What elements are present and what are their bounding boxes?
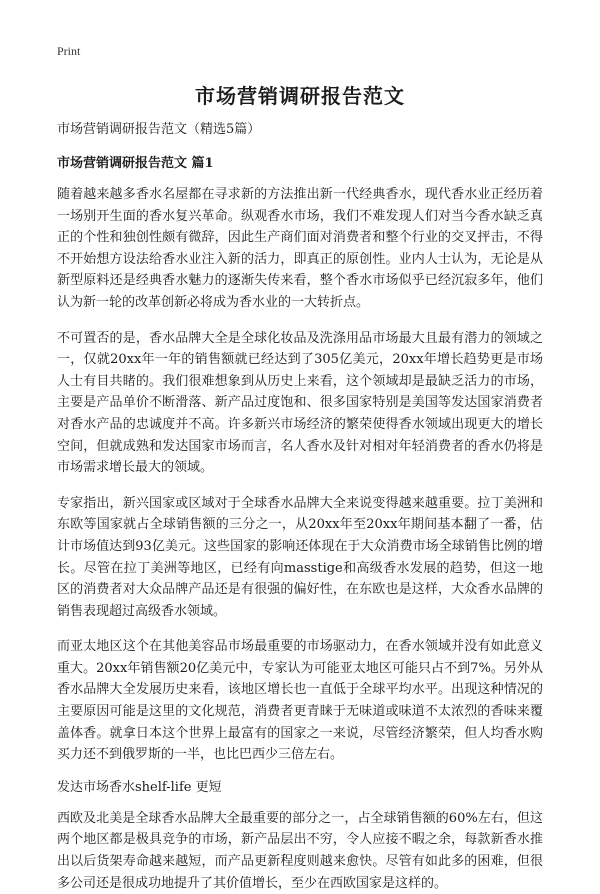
paragraph: 随着越来越多香水名屋都在寻求新的方法推出新一代经典香水，现代香水业正经历着一场别开生面的香水复兴革命。纵观香水市场，我们不难发现人们对当今香水缺乏真正的个性和独创性颇有微辞，因此生产商们面对消费者和整个行业的交叉抨击，不得不开始想方设法给香水业注入新的活力，即真正的原创性。业内人士认为，无论是从新型原料还是经典香水魅力的逐渐失传来看，整个香水市场似乎已经沉寂多年，他们认为新一轮的改革创新必将成为香水业的一大转折点。 (57, 187, 543, 310)
paragraph: 而亚太地区这个在其他美容品市场最重要的市场驱动力，在香水领域并没有如此意义重大。20xx年销售额20亿美元中，专家认为可能亚太地区可能只占不到7%。另外从香水品牌大全发展历史来看，该地区增长也一直低于全球平均水平。出现这种情况的主要原因可能是这里的文化规范，消费者更青睐于无味道或味道不太浓烈的香味来覆盖体香。就拿日本这个世界上最富有的国家之一来说，尽管经济繁荣，但人均香水购买力还不到俄罗斯的一半，也比巴西少三倍左右。 (57, 639, 543, 763)
print-label: Print (57, 44, 81, 58)
minor-heading: 发达市场香水shelf-life 更短 (57, 779, 222, 795)
document-subtitle: 市场营销调研报告范文（精选5篇） (57, 122, 261, 137)
section-heading: 市场营销调研报告范文 篇1 (57, 156, 214, 171)
closing-paragraph: 西欧及北美是全球香水品牌大全最重要的部分之一，占全球销售额的60%左右，但这两个地区都是极具竞争的市场，新产品层出不穷，令人应接不暇之余，每款新香水推出以后货架寿命越来越短，而产品更新程度则越来愈快。尽管有如此多的困难，但很多公司还是很成功地提升了其价值增长，至少在西欧国家是这样的。 (57, 810, 543, 891)
paragraph: 专家指出，新兴国家或区域对于全球香水品牌大全来说变得越来越重要。拉丁美洲和东欧等国家就占全球销售额的三分之一，从20xx年至20xx年期间基本翻了一番，估计市场值达到93亿美元。这些国家的影响还体现在于大众消费市场全球销售比例的增长。尽管在拉丁美洲等地区，已经有向masstige和高级香水发展的趋势，但这一地区的消费者对大众品牌产品还是有很强的偏好性，在东欧也是这样，大众香水品牌的销售表现超过高级香水领域。 (57, 495, 543, 619)
paragraph: 不可置否的是，香水品牌大全是全球化妆品及洗涤用品市场最大且最有潜力的领域之一，仅就20xx年一年的销售额就已经达到了305亿美元，20xx年增长趋势更是市场人士有目共睹的。我们很难想象到从历史上来看，这个领域却是最缺乏活力的市场，主要是产品单价不断滑落、新产品过度饱和、很多国家特别是美国等发达国家消费者对香水产品的忠诚度并不高。许多新兴市场经济的繁荣使得香水领域出现更大的增长空间，但就成熟和发达国家市场而言，名人香水及针对相对年轻消费者的香水仍将是市场需求增长最大的领域。 (57, 330, 543, 476)
document-title: 市场营销调研报告范文 (195, 84, 405, 108)
